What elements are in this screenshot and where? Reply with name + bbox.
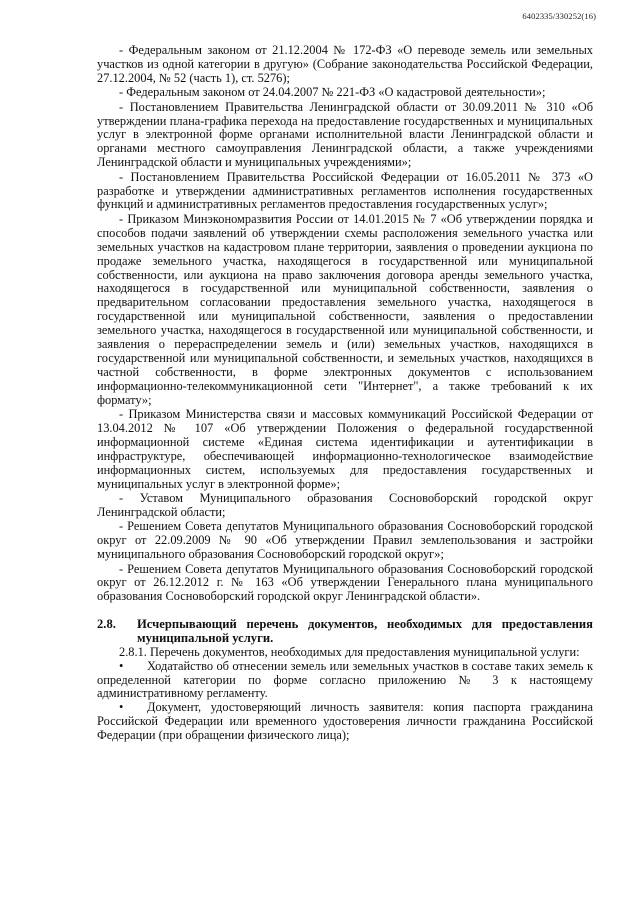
- section-title: Исчерпывающий перечень документов, необходимых для предоставления муниципальной услуги.: [137, 617, 593, 646]
- legal-basis-item: - Постановлением Правительства Российской Федерации от 16.05.2011 № 373 «О разработке и утверждении административных регламентов исполнения государственных функций и административных регламентов предоставления государственных услуг»;: [97, 169, 593, 212]
- bullet-icon: •: [119, 700, 124, 715]
- document-body: [97, 44, 593, 743]
- legal-basis-item: - Решением Совета депутатов Муниципального образования Сосновоборский городской округ от 22.09.2009 № 90 «Об утверждении Правил землепользования и застройки муниципального образования Сосновоборский городской округ»;: [97, 519, 593, 562]
- subsection-intro: 2.8.1. Перечень документов, необходимых для предоставления муниципальной услуги:: [119, 644, 580, 659]
- legal-basis-item: - Решением Совета депутатов Муниципального образования Сосновоборский городской округ от 26.12.2012 г. № 163 «Об утверждении Генерального плана муниципального образования Сосновоборский городской округ Ленинградской области».: [97, 561, 593, 604]
- document-list-item: [97, 660, 593, 702]
- legal-basis-item: - Федеральным законом от 21.12.2004 № 172-ФЗ «О переводе земель или земельных участков из одной категории в другую» (Собрание законодательства Российской Федерации, 27.12.2004, № 52 (часть 1), ст. 5276);: [97, 43, 593, 85]
- legal-basis-item: - Приказом Министерства связи и массовых коммуникаций Российской Федерации от 13.04.2012 № 107 «Об утверждении Положения о федеральной государственной информационной системе «Единая система идентификации и аутентификации в инфраструктуре, обеспечивающей информационно-технологическое взаимодействие информационных систем, используемых для предоставления государственных и муниципальных услуг в электронной форме»;: [97, 407, 593, 491]
- section-heading: [97, 617, 593, 645]
- document-list-item: [97, 701, 593, 743]
- section-spacer: [97, 604, 593, 617]
- document-id: 6402335/330252(16): [522, 11, 596, 21]
- legal-basis-item: - Уставом Муниципального образования Сосновоборский городской округ Ленинградской области;: [97, 491, 593, 519]
- bullet-icon: •: [119, 658, 124, 673]
- legal-basis-item: - Приказом Минэкономразвития России от 14.01.2015 № 7 «Об утверждении порядка и способов подачи заявлений об утверждении схемы расположения земельного участка или земельных участков на кадастровом плане территории, заявления о проведении аукциона по продаже земельного участка, находящегося в государственной или муниципальной собственности, или аукциона на право заключения договора аренды земельного участка, находящегося в государственной или муниципальной собственности, заявления о предварительном согласовании предоставления земельного участка, находящегося в государственной или муниципальной собственности, заявления о предоставлении земельного участка, находящегося в государственной или муниципальной собственности, и заявления о перераспределении земель и (или) земельных участков, находящихся в государственной или муниципальной собственности, и земельных участков, находящихся в частной собственности, в форме электронных документов с использованием информационно-телекоммуникационной сети "Интернет", а также требований к их формату»;: [97, 211, 593, 407]
- legal-basis-item: - Постановлением Правительства Ленинградской области от 30.09.2011 № 310 «Об утверждении плана-графика перехода на предоставление государственных и муниципальных услуг в электронной форме органами исполнительной власти Ленинградской области и органами местного самоуправления Ленинградской области, а также учреждениями Ленинградской области и муниципальных учреждениями»;: [97, 99, 593, 170]
- section-number: 2.8.: [97, 617, 116, 632]
- document-list-text: Документ, удостоверяющий личность заявителя: копия паспорта гражданина Российской Федерации или временного удостоверения личности гражданина Российской Федерации (при обращении физического лица);: [97, 700, 593, 743]
- legal-basis-item: - Федеральным законом от 24.04.2007 № 221-ФЗ «О кадастровой деятельности»;: [119, 85, 546, 100]
- document-list-text: Ходатайство об отнесении земель или земельных участков в составе таких земель к определенной категории по форме согласно приложению № 3 к настоящему административному регламенту.: [97, 658, 593, 701]
